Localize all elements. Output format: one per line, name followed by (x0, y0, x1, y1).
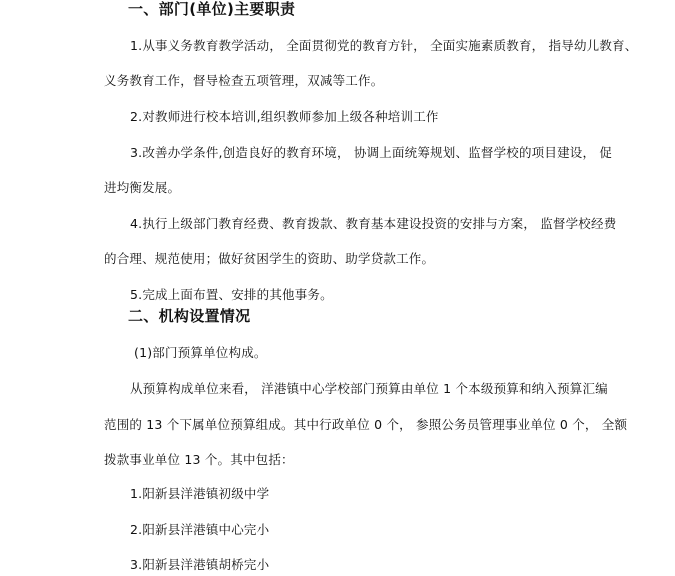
unit-list-item: 2.阳新县洋港镇中心完小 (130, 522, 270, 537)
subsection-budget-units: (1)部门预算单位构成。 (134, 345, 267, 360)
section-heading-responsibilities: 一、部门(单位)主要职责 (128, 0, 296, 18)
duty-item-4-line-1: 4.执行上级部门教育经费、教育拨款、教育基本建设投资的安排与方案， 监督学校经费 (130, 216, 617, 231)
budget-paragraph-line-2: 范围的 13 个下属单位预算组成。其中行政单位 0 个， 参照公务员管理事业单位 0 个， 全额 (104, 417, 628, 432)
unit-list-item: 3.阳新县洋港镇胡桥完小 (130, 557, 270, 572)
duty-item-3-line-2: 进均衡发展。 (104, 180, 181, 195)
duty-item-4-line-2: 的合理、规范使用；做好贫困学生的资助、助学贷款工作。 (104, 251, 435, 266)
duty-item-5: 5.完成上面布置、安排的其他事务。 (130, 287, 333, 302)
budget-paragraph-line-3: 拨款事业单位 13 个。其中包括： (104, 452, 294, 467)
budget-paragraph-line-1: 从预算构成单位来看， 洋港镇中心学校部门预算由单位 1 个本级预算和纳入预算汇编 (130, 381, 608, 396)
duty-item-1-line-1: 1.从事义务教育教学活动， 全面贯彻党的教育方针， 全面实施素质教育， 指导幼儿教育、 (130, 38, 638, 53)
duty-item-2: 2.对教师进行校本培训,组织教师参加上级各种培训工作 (130, 109, 439, 124)
section-heading-organization: 二、机构设置情况 (128, 307, 251, 325)
duty-item-1-line-2: 义务教育工作，督导检查五项管理，双减等工作。 (104, 73, 384, 88)
unit-list-item: 1.阳新县洋港镇初级中学 (130, 486, 270, 501)
duty-item-3-line-1: 3.改善办学条件,创造良好的教育环境， 协调上面统筹规划、监督学校的项目建设， 促 (130, 145, 613, 160)
